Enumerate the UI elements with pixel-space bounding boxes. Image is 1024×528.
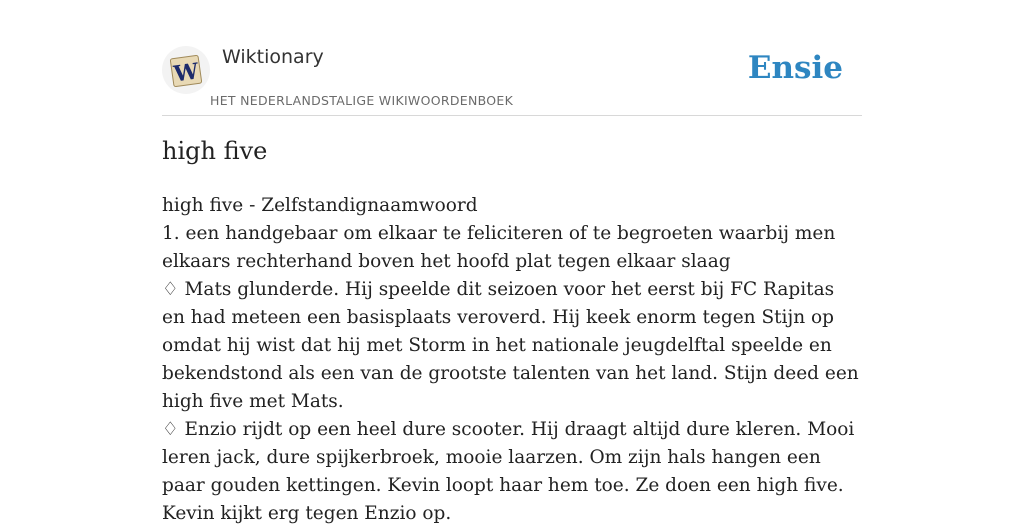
example-sentence: ♢ Mats glunderde. Hij speelde dit seizoen voor het eerst bij FC Rapitas en had meteen een basisplaats veroverd. Hij keek enorm tegen Stijn op omdat hij wist dat hij met Storm in het nationale jeugdelftal speelde en bekendstond als een van de grootste talenten van het land. Stijn deed een high five met Mats. <box>162 279 859 412</box>
site-tagline: HET NEDERLANDSTALIGE WIKIWOORDENBOEK <box>210 93 514 108</box>
wiktionary-logo-icon[interactable] <box>162 46 210 94</box>
logo-letter: W <box>172 58 201 88</box>
example-sentence: ♢ Enzio rijdt op een heel dure scooter. Hij draagt altijd dure kleren. Mooi leren jack, dure spijkerbroek, mooie laarzen. Om zijn hals hangen een paar gouden kettingen. Kevin loopt haar hem toe. Ze doen een high five. Kevin kijkt erg tegen Enzio op. <box>162 419 855 524</box>
entry-content <box>162 192 862 528</box>
entry-definition: 1. een handgebaar om elkaar te feliciteren of te begroeten waarbij men elkaars rechterhand boven het hoofd plat tegen elkaar slaag <box>162 223 836 272</box>
entry-card <box>162 0 862 524</box>
site-header <box>162 0 862 116</box>
site-name[interactable]: Wiktionary <box>222 46 324 68</box>
entry-heading: high five - Zelfstandignaamwoord <box>162 195 478 216</box>
ensie-brand-logo[interactable]: Ensie <box>747 50 843 86</box>
entry-title: high five <box>162 137 268 165</box>
